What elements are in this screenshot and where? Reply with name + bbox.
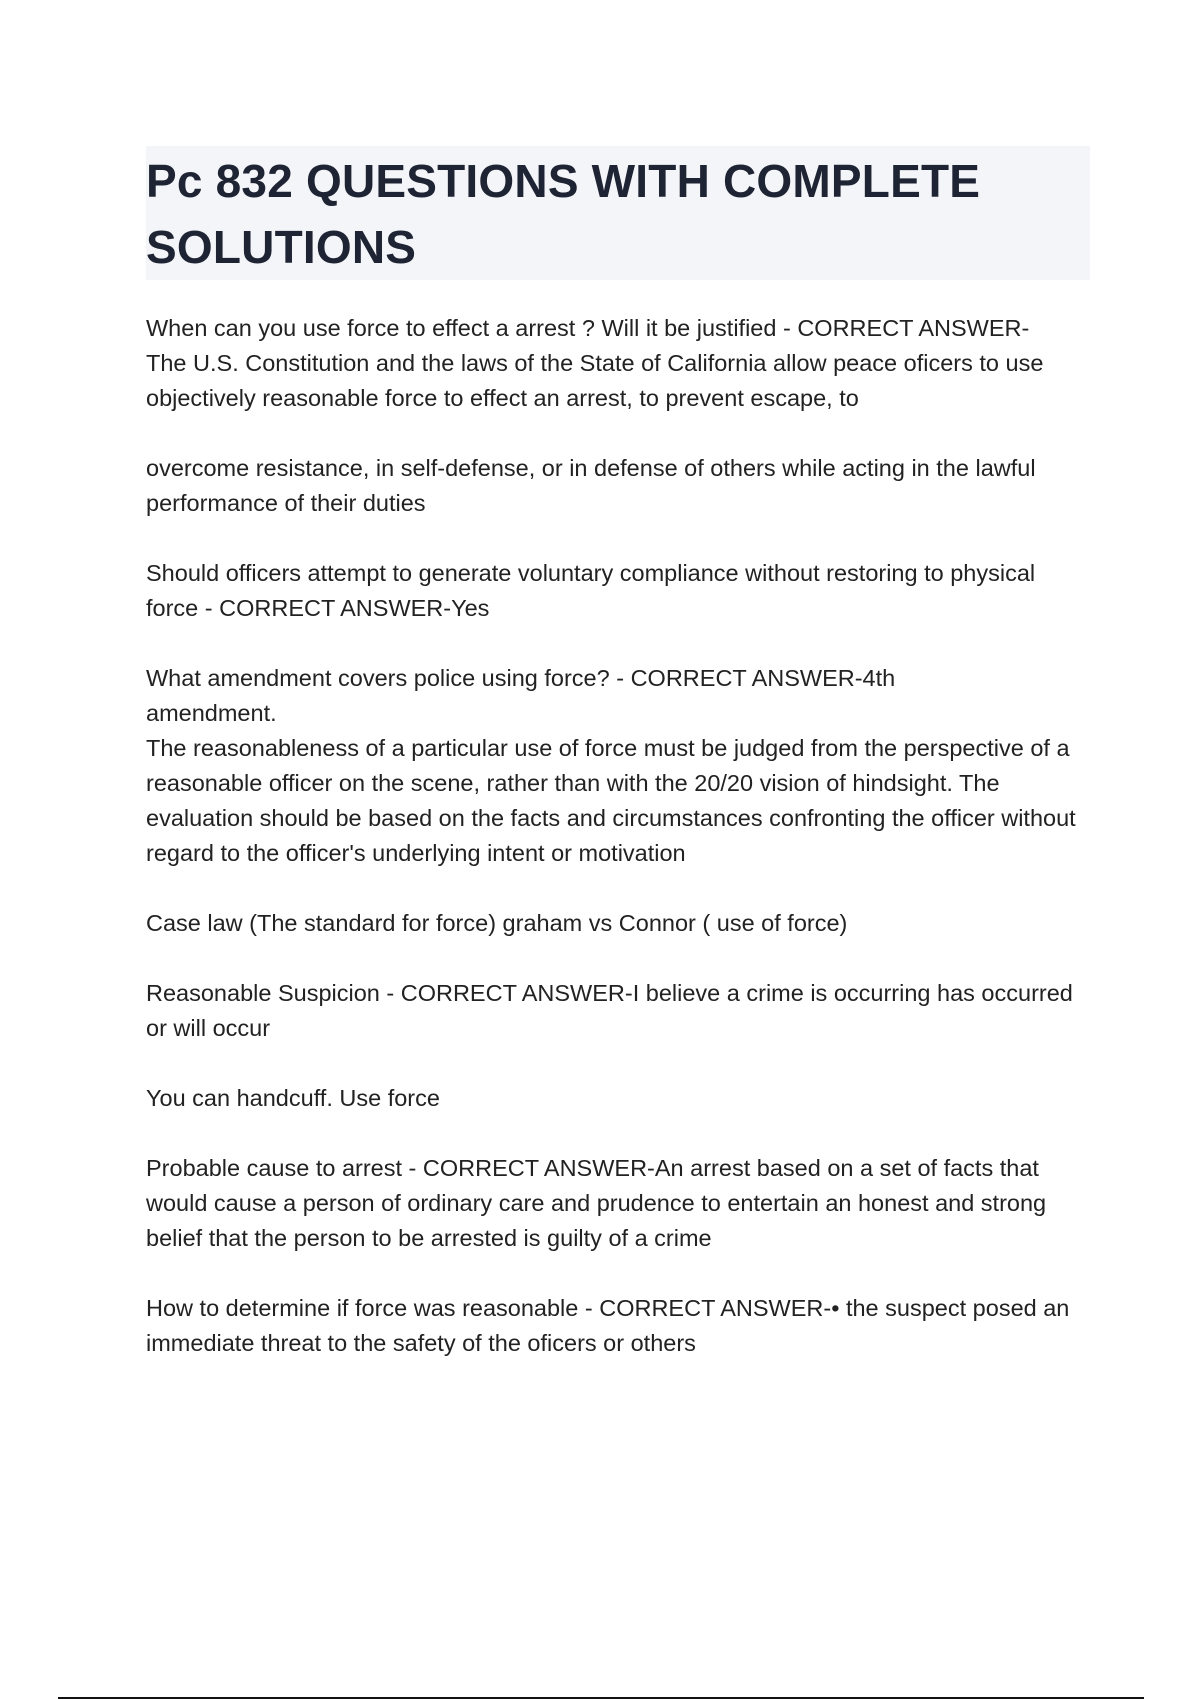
paragraph-amendment: What amendment covers police using force? - CORRECT ANSWER-4th amendment. — [146, 665, 896, 726]
paragraph-gap — [146, 1256, 1106, 1291]
paragraph-reasonable-suspicion: Reasonable Suspicion - CORRECT ANSWER-I believe a crime is occurring has occurred or will occur — [146, 980, 1073, 1041]
paragraph-handcuff: You can handcuff. Use force — [146, 1085, 440, 1111]
paragraph-force-arrest: When can you use force to effect a arrest ? Will it be justified - CORRECT ANSWER-The U.S. Constitution and the laws of the State of California allow peace oficers to use objectively reasonable force to effect an arrest, to prevent escape, to — [146, 315, 1044, 411]
paragraph-reasonableness: The reasonableness of a particular use of force must be judged from the perspective of a reasonable officer on the scene, rather than with the 20/20 vision of hindsight. The evaluation should be based on the facts and circumstances confronting the officer without regard to the officer's underlying intent or motivation — [146, 735, 1076, 866]
page-title: Pc 832 QUESTIONS WITH COMPLETE SOLUTIONS — [146, 155, 981, 273]
paragraph-gap — [146, 521, 1106, 556]
paragraph-gap — [146, 416, 1106, 451]
paragraph-gap — [146, 871, 1106, 906]
paragraph-gap — [146, 1116, 1106, 1151]
paragraph-gap — [146, 941, 1106, 976]
title-banner — [146, 146, 1090, 280]
paragraph-probable-cause: Probable cause to arrest - CORRECT ANSWER-An arrest based on a set of facts that would cause a person of ordinary care and prudence to entertain an honest and strong belief that the person to be arrested is guilty of a crime — [146, 1155, 1047, 1251]
document-body — [146, 311, 1106, 1361]
footer-divider — [58, 1697, 1144, 1699]
paragraph-gap — [146, 1046, 1106, 1081]
paragraph-force-reasonable: How to determine if force was reasonable - CORRECT ANSWER-• the suspect posed an immediate threat to the safety of the oficers or others — [146, 1295, 1070, 1356]
paragraph-case-law: Case law (The standard for force) graham vs Connor ( use of force) — [146, 910, 848, 936]
paragraph-voluntary-compliance: Should officers attempt to generate voluntary compliance without restoring to physical force - CORRECT ANSWER-Yes — [146, 560, 1036, 621]
paragraph-overcome-resistance: overcome resistance, in self-defense, or in defense of others while acting in the lawful performance of their duties — [146, 455, 1036, 516]
paragraph-gap — [146, 626, 1106, 661]
